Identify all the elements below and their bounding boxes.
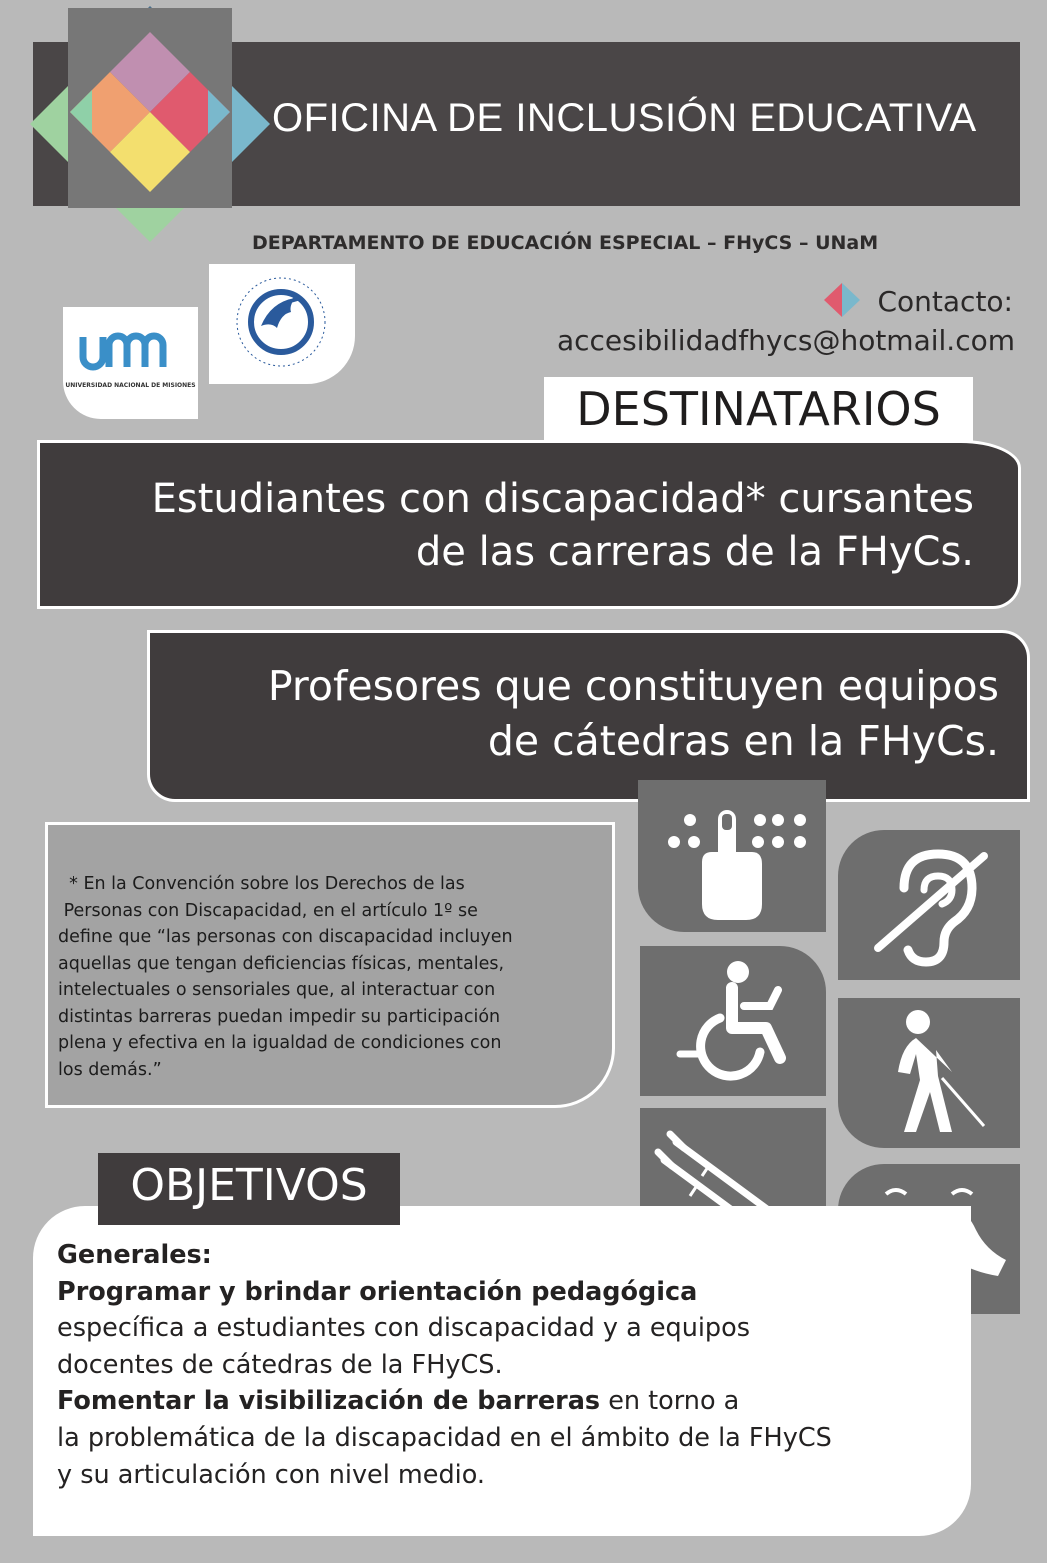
- footnote-line: define que “las personas con discapacidad incluyen: [58, 927, 513, 947]
- wheelchair-tile: [640, 946, 826, 1096]
- footnote-line: aquellas que tengan deficiencias físicas, mentales,: [58, 953, 505, 974]
- students-line-2: de las carreras de la FHyCs.: [415, 529, 974, 575]
- wheelchair-icon: [640, 946, 826, 1096]
- braille-touch-icon: [638, 780, 826, 932]
- footnote-line: distintas barreras puedan impedir su participación: [58, 1006, 501, 1027]
- fhycs-logo-card: [209, 264, 355, 384]
- destinatarios-heading: DESTINATARIOS: [576, 382, 941, 436]
- convention-footnote-box: [45, 822, 615, 1108]
- footnote-line: intelectuales o sensoriales que, al interactuar con: [58, 980, 496, 1000]
- teachers-text: [268, 659, 999, 769]
- objective-1-title: Programar y brindar orientación pedagógica: [57, 1276, 698, 1307]
- convention-footnote-text: [58, 871, 598, 1083]
- blind-tile: [838, 998, 1020, 1148]
- objective-2-line-3: y su articulación con nivel medio.: [57, 1459, 485, 1490]
- objetivos-text: [57, 1237, 977, 1493]
- blind-cane-icon: [838, 998, 1020, 1148]
- unam-logo-card: [63, 307, 198, 419]
- objective-2-line-2: la problemática de la discapacidad en el ámbito de la FHyCS: [57, 1422, 832, 1453]
- department-subtitle: DEPARTAMENTO DE EDUCACIÓN ESPECIAL – FHyCS – UNaM: [252, 232, 879, 254]
- destinatarios-students-box: [37, 440, 1021, 609]
- teachers-line-1: Profesores que constituyen equipos: [267, 662, 999, 710]
- contact-diamond-icon: [824, 283, 860, 317]
- destinatarios-teachers-box: [147, 630, 1030, 802]
- objetivos-heading: OBJETIVOS: [130, 1160, 368, 1211]
- page-title: OFICINA DE INCLUSIÓN EDUCATIVA: [272, 96, 977, 140]
- contact-label: Contacto:: [877, 285, 1013, 318]
- deaf-tile: [838, 830, 1020, 980]
- footnote-line: plena y efectiva en la igualdad de condiciones con: [58, 1033, 502, 1053]
- students-text: [152, 473, 974, 579]
- braille-touch-tile: [638, 780, 826, 932]
- unam-caption: UNIVERSIDAD NACIONAL DE MISIONES: [65, 382, 196, 389]
- deaf-ear-icon: [838, 830, 1020, 980]
- students-line-1: Estudiantes con discapacidad* cursantes: [151, 476, 974, 522]
- teachers-line-2: de cátedras en la FHyCs.: [487, 717, 999, 765]
- unam-logo-icon: [63, 307, 198, 419]
- objective-1-line-2: específica a estudiantes con discapacidad y a equipos: [57, 1313, 751, 1344]
- generales-label: Generales:: [57, 1240, 212, 1270]
- footnote-line: los demás.”: [58, 1059, 162, 1080]
- objective-1-line-3: docentes de cátedras de la FHyCS.: [57, 1349, 503, 1380]
- contact-email-link[interactable]: accesibilidadfhycs@hotmail.com: [556, 324, 1015, 357]
- footnote-line: Personas con Discapacidad, en el artículo 1º se: [58, 900, 478, 921]
- diamond-logo-icon: [30, 6, 270, 242]
- fhycs-logo-icon: [209, 264, 355, 384]
- objective-2-title: Fomentar la visibilización de barreras en torno a: [57, 1386, 740, 1417]
- footnote-line: * En la Convención sobre los Derechos de las: [58, 874, 465, 894]
